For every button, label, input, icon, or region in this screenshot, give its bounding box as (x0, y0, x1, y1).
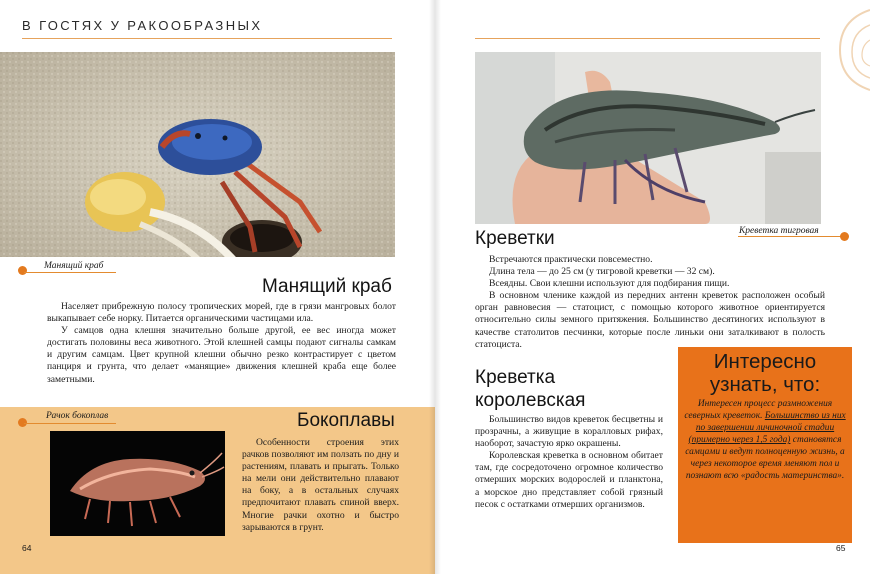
crab-paragraph-2: У самцов одна клешня значительно больше другой, ее вес иногда может достигать половины веса животного. Этой клешней самцы подают сигналы самкам и другим самцам. Цвет крупной клешни обычно резко контрастирует с цветом панциря и грунта, что делает «манящие» движения клешней краба еще более заметными. (47, 325, 396, 385)
crab-photo-caption: Манящий краб (44, 261, 104, 271)
crab-paragraph-1: Населяет прибрежную полосу тропических морей, где в грязи мангровых болот выкапывает себе норку. Питается органическими частицами ила. (47, 301, 396, 325)
fact-box-text-part-1: Интересен процесс размножения северных креветок. (684, 399, 833, 421)
royal-shrimp-text (475, 414, 663, 511)
caption-marker-dot (840, 232, 849, 241)
royal-shrimp-title-line-1: Креветка (475, 367, 556, 388)
amphipod-text (242, 437, 399, 534)
amphipod-photo (50, 431, 225, 536)
shrimp-photo (475, 52, 821, 224)
fact-box-title (678, 350, 852, 396)
shrimp-text (475, 254, 825, 351)
fact-box-text-part-2: Большинство из них по завершении личиночной стадии (примерно через 1,5 года) (688, 411, 846, 445)
fact-box-title-line-2: узнать, что: (709, 373, 821, 396)
page-number-left: 64 (22, 543, 32, 553)
caption-rule (24, 272, 116, 273)
running-header: В ГОСТЯХ У РАКООБРАЗНЫХ (22, 18, 263, 33)
fact-box-text-part-3: становятся самцами и ведут полноценную жизнь, а через некоторое время меняют пол и познают всю «радость материнства». (685, 435, 845, 481)
royal-shrimp-paragraph-1: Большинство видов креветок бесцветны и прозрачны, а живущие в коралловых рифах, наоборот, зачастую ярко окрашены. (475, 414, 663, 450)
crab-title: Манящий краб (262, 276, 392, 297)
crab-text (47, 301, 396, 386)
amphipod-title: Бокоплавы (297, 410, 395, 431)
caption-rule (738, 236, 842, 237)
shrimp-title: Креветки (475, 228, 555, 249)
royal-shrimp-title (475, 366, 585, 412)
caption-marker-dot (18, 266, 27, 275)
book-gutter (429, 0, 441, 574)
header-rule-right (475, 38, 820, 39)
shrimp-paragraph-1: Встречаются практически повсеместно. (489, 254, 653, 265)
royal-shrimp-title-line-2: королевская (475, 390, 586, 411)
royal-shrimp-paragraph-2: Королевская креветка в основном обитает там, где сосредоточено огромное количество отмерших морских водорослей и планктона, а морское дно представляет собой грязный песок с остатками отмерших организмов. (475, 450, 663, 510)
caption-rule (24, 423, 116, 424)
header-rule-left (22, 38, 392, 39)
shrimp-paragraph-4: В основном членике каждой из передних антенн креветок расположен особый орган равновесия — статоцист, с помощью которого животное ориентируется относительно силы земного притяжения. Большинство десятиногих используют в качестве статолитов песчинки, которые после линьки они заталкивают в полость статоциста. (475, 290, 825, 350)
fact-box-title-line-1: Интересно (713, 350, 817, 373)
amphipod-photo-caption: Рачок бокоплав (46, 411, 109, 421)
fact-box-text (684, 398, 846, 482)
shrimp-photo-caption: Креветка тигровая (739, 226, 819, 236)
shrimp-paragraph-3: Всеядны. Свои клешни используют для подбирания пищи. (489, 278, 730, 290)
shrimp-paragraph-2: Длина тела — до 25 см (у тигровой креветки — 32 см). (489, 266, 715, 278)
fact-box-body (684, 398, 846, 538)
page-number-right: 65 (836, 543, 846, 553)
crab-photo (0, 52, 395, 257)
amphipod-paragraph: Особенности строения этих рачков позволяют им ползать по дну и растениям, плавать и прыгать. Только на мели они действительно плавают на боку, а в остальных случаях предпочитают плавать спиной вверх. Многие рачки охотно и быстро зарываются в грунт. (242, 437, 399, 533)
